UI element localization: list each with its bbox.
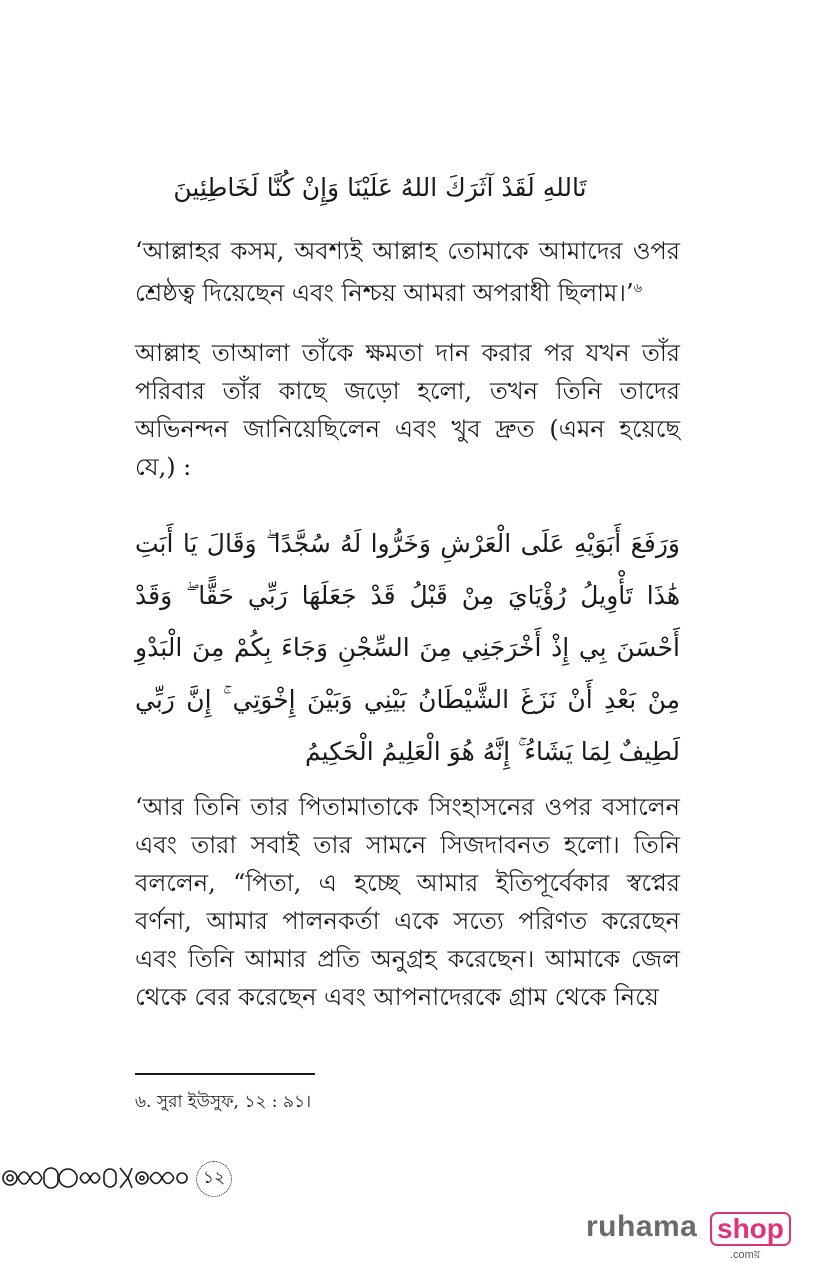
decorative-border-ornament-icon [0, 1160, 190, 1196]
translation-paragraph-2: ‘আর তিনি তার পিতামাতাকে সিংহাসনের ওপর বসালেন এবং তারা সবাই তার সামনে সিজদাবনত হলো। তিনি বললেন, “পিতা, এ হচ্ছে আমার ইতিপূর্বেকার স্বপ্নের বর্ণনা, আমার পালনকর্তা একে সত্যে পরিণত করেছেন এবং তিনি আমার প্রতি অনুগ্রহ করেছেন। আমাকে জেল থেকে বের করেছেন এবং আপনাদেরকে গ্রাম থেকে নিয়ে [135, 793, 680, 1011]
arabic-verse-2: وَرَفَعَ أَبَوَيْهِ عَلَى الْعَرْشِ وَخَرُّوا لَهُ سُجَّدًا ۖ وَقَالَ يَا أَبَتِ هَٰذَا تَأْوِيلُ رُؤْيَايَ مِنْ قَبْلُ قَدْ جَعَلَهَا رَبِّي حَقًّا ۖ وَقَدْ أَحْسَنَ بِي إِذْ أَخْرَجَنِي مِنَ السِّجْنِ وَجَاءَ بِكُمْ مِنَ الْبَدْوِ مِنْ بَعْدِ أَنْ نَزَغَ الشَّيْطَانُ بَيْنِي وَبَيْنَ إِخْوَتِي ۚ إِنَّ رَبِّي لَطِيفٌ لِمَا يَشَاءُ ۚ إِنَّهُ هُوَ الْعَلِيمُ الْحَكِيمُ [135, 529, 680, 766]
footnote-marker: ৬ [633, 281, 643, 296]
publisher-logo [586, 1210, 786, 1262]
logo-text-shop: shop [710, 1212, 791, 1246]
narrative-paragraph: আল্লাহ তাআলা তাঁকে ক্ষমতা দান করার পর যখন তাঁর পরিবার তাঁর কাছে জড়ো হলো, তখন তিনি তাদের অভিনন্দন জানিয়েছিলেন এবং খুব দ্রুত (এমন হয়েছে যে,) : [135, 339, 680, 481]
arabic-verse-1: تَاللهِ لَقَدْ آثَرَكَ اللهُ عَلَيْنَا وَإِنْ كُنَّا لَخَاطِئِينَ [173, 173, 587, 202]
logo-text-main: ruhama [586, 1210, 698, 1243]
logo-text-suffix: .comয় [730, 1249, 761, 1261]
translation-1-text: ‘আল্লাহর কসম, অবশ্যই আল্লাহ তোমাকে আমাদের ওপর শ্রেষ্ঠত্ব দিয়েছেন এবং নিশ্চয় আমরা অপরাধী ছিলাম।’ [135, 237, 680, 307]
footnote-divider [135, 1073, 315, 1075]
translation-paragraph-1 [135, 232, 680, 312]
page-number: ১২ [196, 1161, 232, 1197]
footnote: ৬. সুরা ইউসুফ, ১২ : ৯১। [135, 1092, 312, 1112]
